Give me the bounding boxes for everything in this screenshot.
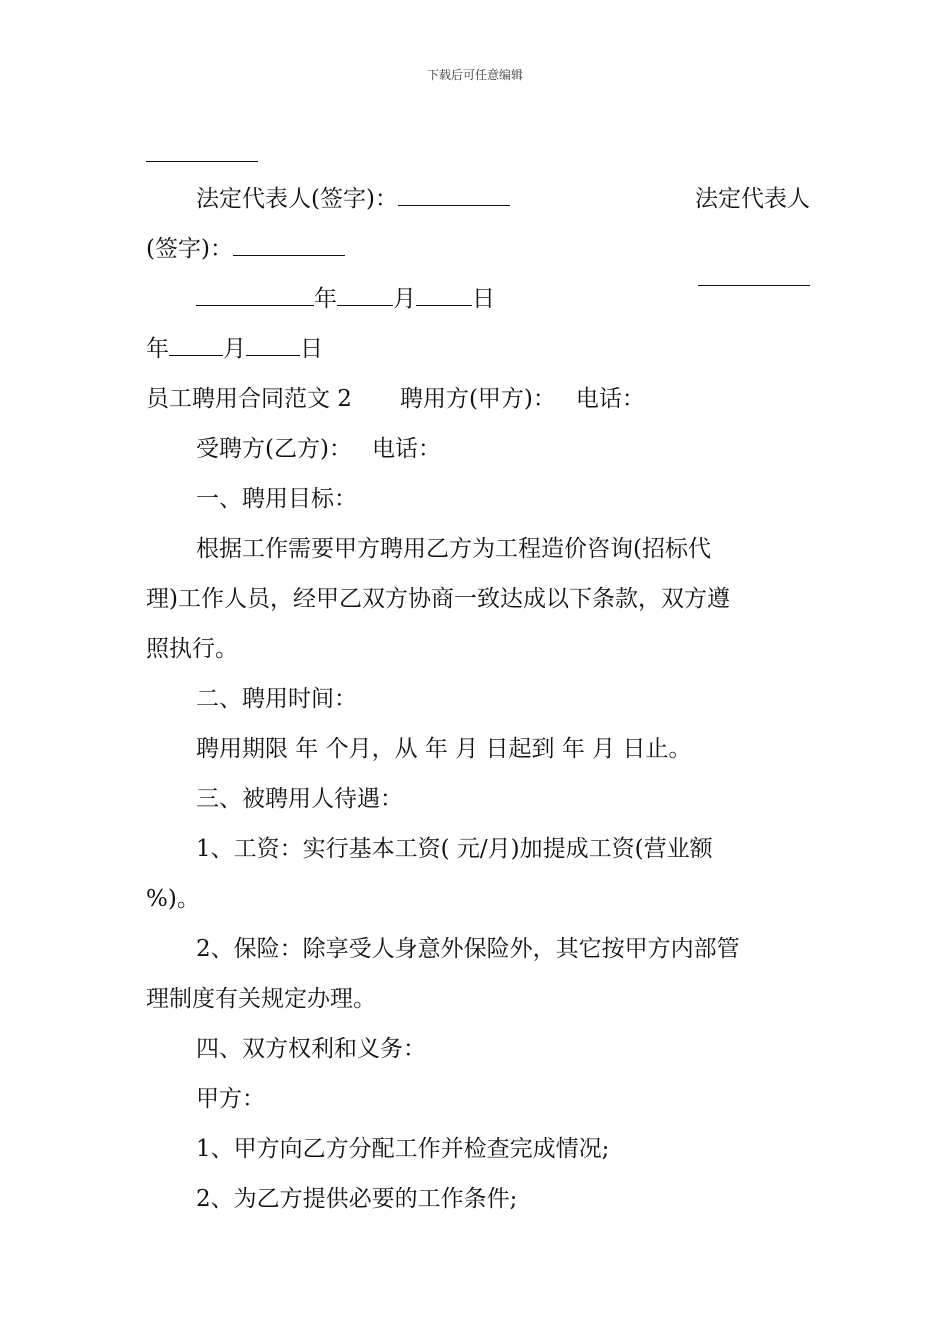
signature-blank-top	[146, 140, 810, 170]
date-day: 日	[472, 286, 495, 312]
legal-rep-label-cont: (签字)：	[146, 236, 233, 262]
section-4-title: 四、双方权利和义务：	[196, 1036, 426, 1062]
blank-line	[398, 204, 510, 206]
party-a-item-1: 1、甲方向乙方分配工作并检查完成情况;	[196, 1136, 610, 1162]
section-2-title: 二、聘用时间：	[196, 686, 357, 712]
legal-rep-left	[196, 184, 510, 214]
party-a-item-2: 2、为乙方提供必要的工作条件;	[196, 1186, 518, 1212]
date-day: 日	[300, 336, 323, 362]
blank-line	[246, 354, 300, 356]
blank-line	[146, 160, 258, 162]
blank-line	[169, 354, 223, 356]
party-a-label: 甲方：	[196, 1086, 265, 1112]
blank-line	[233, 254, 345, 256]
date-row-continued	[146, 334, 810, 364]
date-year: 年	[146, 336, 169, 362]
section-1-paragraph-line-2: 理)工作人员，经甲乙双方协商一致达成以下条款，双方遵	[146, 586, 730, 612]
page-header: 下载后可任意编辑	[426, 68, 523, 82]
employer-label: 聘用方(甲方)：	[399, 386, 556, 412]
date-year: 年	[314, 286, 337, 312]
date-left	[196, 284, 495, 314]
blank-line	[698, 284, 810, 286]
date-month: 月	[223, 336, 246, 362]
legal-rep-continued	[146, 234, 810, 264]
section-1-paragraph-line-3: 照执行。	[146, 636, 238, 662]
blank-line	[337, 304, 393, 306]
employee-phone-label: 电话：	[371, 436, 441, 462]
section-1-title: 一、聘用目标：	[196, 486, 357, 512]
blank-line	[416, 304, 472, 306]
employee-label: 受聘方(乙方)：	[196, 436, 352, 462]
legal-rep-label-left: 法定代表人(签字)：	[196, 186, 398, 212]
contract-title: 员工聘用合同范文 2	[146, 386, 352, 412]
section-3-item-2-line-2: 理制度有关规定办理。	[146, 986, 376, 1012]
date-month: 月	[393, 286, 416, 312]
contract-title-row	[146, 384, 810, 414]
date-row	[196, 284, 810, 314]
legal-rep-row	[196, 184, 810, 214]
blank-line	[196, 304, 314, 306]
section-3-item-2-line-1: 2、保险：除享受人身意外保险外，其它按甲方内部管	[196, 936, 740, 962]
section-3-title: 三、被聘用人待遇：	[196, 786, 403, 812]
employee-row	[196, 434, 810, 464]
section-3-item-1-line-2: %)。	[146, 886, 200, 912]
legal-rep-label-right: 法定代表人	[695, 186, 810, 212]
section-3-item-1-line-1: 1、工资：实行基本工资( 元/月)加提成工资(营业额	[196, 836, 713, 862]
employer-phone-label: 电话：	[575, 386, 645, 412]
section-1-paragraph-line-1: 根据工作需要甲方聘用乙方为工程造价咨询(招标代	[196, 536, 711, 562]
section-2-paragraph: 聘用期限 年 个月，从 年 月 日起到 年 月 日止。	[196, 736, 692, 762]
